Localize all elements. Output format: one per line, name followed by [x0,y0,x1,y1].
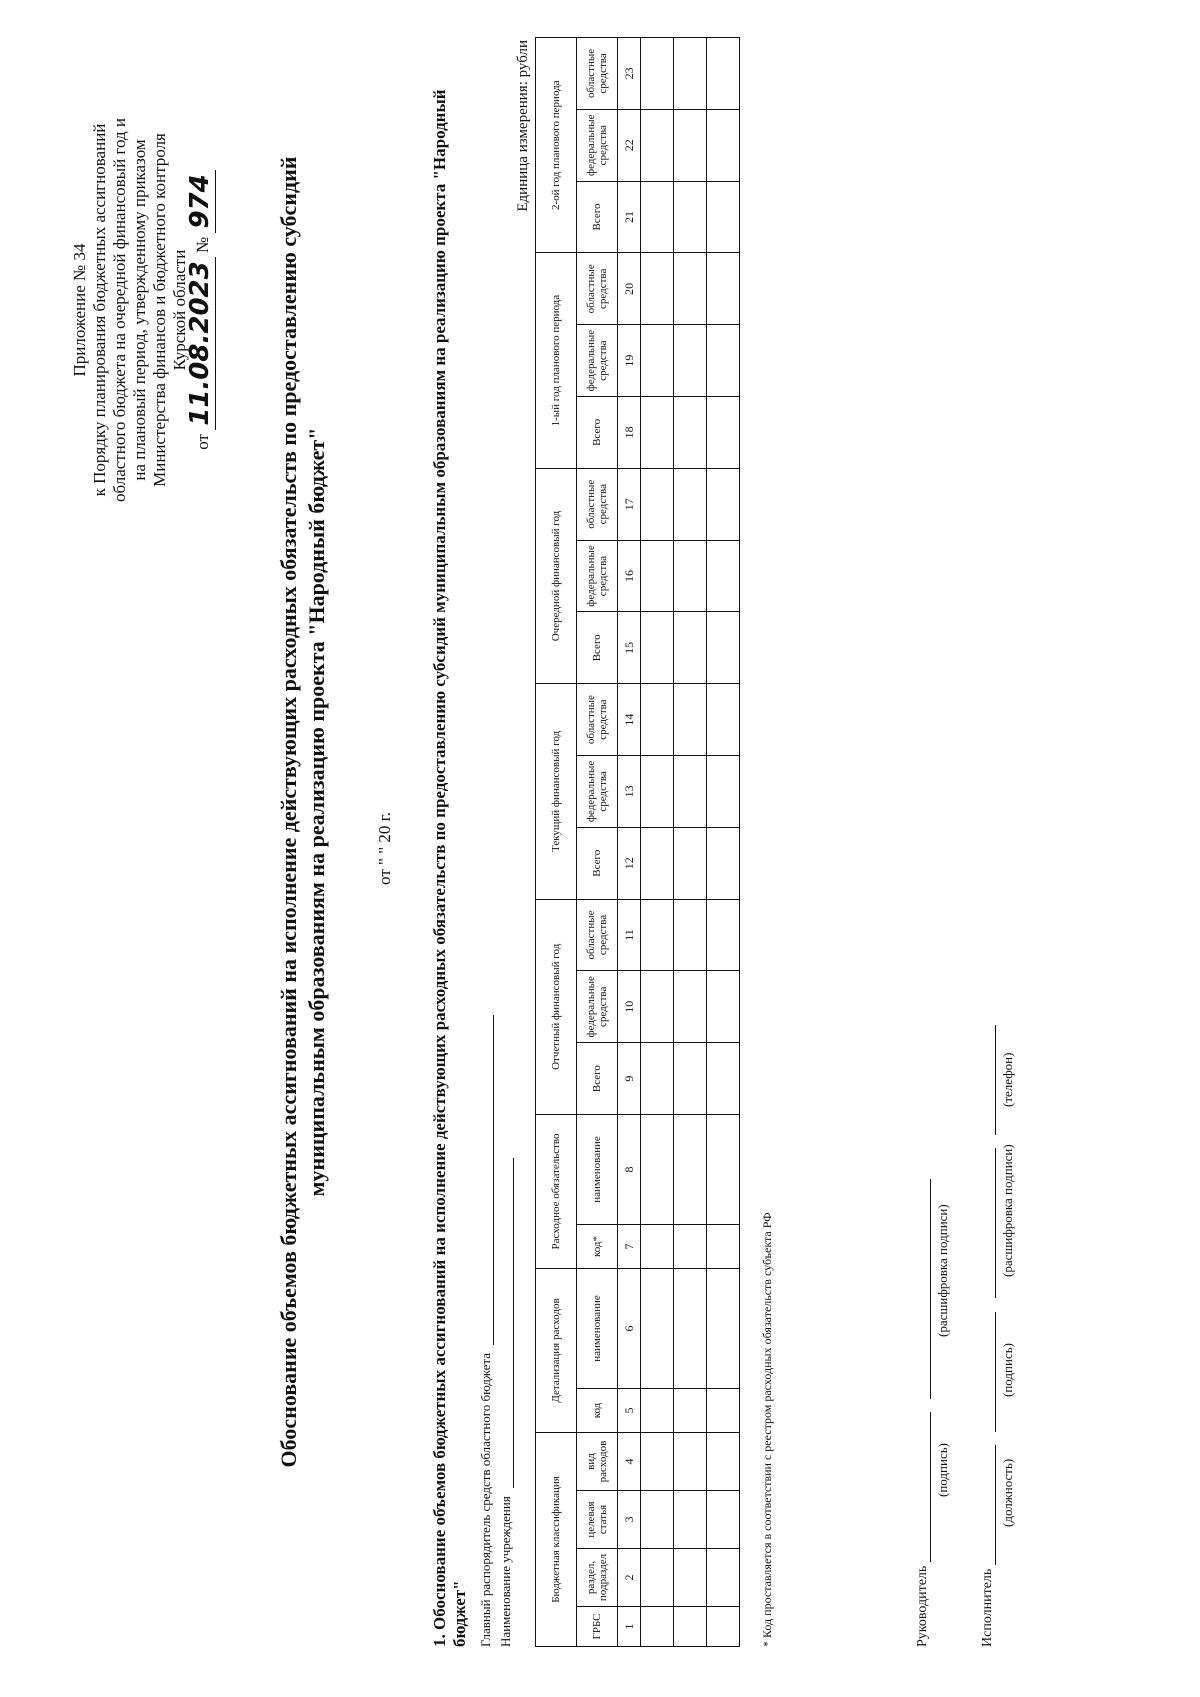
table-row [707,38,740,1647]
section-title: 1. Обоснование объемов бюджетных ассигнований на исполнение действующих расходных обязательств по предоставлению субсидий муниципальным образованиям на реализацию проекта "Народный бюджет" [430,89,469,1647]
table-cell [674,540,707,612]
fill-line [501,1158,514,1488]
table-cell [641,397,674,469]
table-cell [674,253,707,325]
table-row [641,38,674,1647]
appendix-line: Приложение № 34 [70,243,89,377]
table-cell [707,1043,740,1115]
column-number-cell: 15 [618,612,641,684]
table-cell [707,397,740,469]
col-total: Всего [577,827,618,899]
table-cell [674,109,707,181]
table-cell [641,971,674,1043]
table-cell [641,1114,674,1224]
table-cell [641,540,674,612]
main-manager-line [478,1015,494,1647]
column-number-cell: 12 [618,827,641,899]
table-cell [641,253,674,325]
table-cell [707,1114,740,1224]
table-cell [707,325,740,397]
column-number-cell: 22 [618,109,641,181]
table-cell [641,684,674,756]
column-number-cell: 3 [618,1491,641,1549]
col-total: Всего [577,181,618,253]
table-cell [674,1388,707,1432]
table-cell [674,1432,707,1490]
col-federal: федеральные средства [577,540,618,612]
group-obligation: Расходное обязательство [536,1114,577,1268]
column-number-cell: 1 [618,1607,641,1647]
number-prefix: № [193,236,212,254]
col-section: раздел, подраздел [577,1549,618,1607]
table-cell [641,1043,674,1115]
col-regional: областные средства [577,684,618,756]
table-cell [674,899,707,971]
group-current-year: Текущий финансовый год [536,684,577,899]
table-cell [707,1491,740,1549]
column-number-cell: 2 [618,1549,641,1607]
table-cell [641,756,674,828]
appendix-line: Курской области [170,249,189,371]
group-budget-class: Бюджетная классификация [536,1432,577,1646]
table-cell [674,612,707,684]
head-sign-caption: (подпись) [935,1443,950,1497]
column-number-cell: 6 [618,1268,641,1388]
table-cell [707,1432,740,1490]
col-grbs: ГРБС [577,1607,618,1647]
col-federal: федеральные средства [577,971,618,1043]
signature-line [981,1312,996,1432]
col-federal: федеральные средства [577,325,618,397]
phone-caption: (телефон) [1000,1052,1015,1107]
signature-line [981,1445,996,1565]
table-cell [707,1268,740,1388]
appendix-order-line [185,100,215,520]
column-number-cell: 21 [618,181,641,253]
column-number-cell: 18 [618,397,641,469]
table-cell [674,1607,707,1647]
table-cell [674,684,707,756]
head-label: Руководитель [915,1565,930,1647]
col-code-star: код* [577,1224,618,1268]
table-cell [641,612,674,684]
main-manager-label: Главный распорядитель средств областного бюджета [478,1352,493,1647]
table-cell [674,1549,707,1607]
appendix-line: на плановый период, утвержденному приказом [130,139,149,481]
column-number-row [618,38,641,1647]
col-kind: вид расходов [577,1432,618,1490]
signature-line [916,1179,931,1399]
handwritten-number: 974 [185,170,216,232]
institution-line [498,1158,514,1647]
column-number-cell: 16 [618,540,641,612]
table-cell [641,325,674,397]
table-cell [641,1388,674,1432]
col-name: наименование [577,1268,618,1388]
appendix-line: областного бюджета на очередной финансовый год и [110,118,129,502]
table-cell [641,1491,674,1549]
table-cell [707,612,740,684]
table-cell [707,1224,740,1268]
table-cell [674,325,707,397]
group-report-year: Отчетный финансовый год [536,899,577,1114]
column-number-cell: 17 [618,468,641,540]
column-number-cell: 5 [618,1388,641,1432]
col-total: Всего [577,397,618,469]
table-row [674,38,707,1647]
table-cell [707,468,740,540]
handwritten-date: 11.08.2023 [185,257,216,429]
table-cell [674,971,707,1043]
executor-decode-caption: (расшифровка подписи) [1000,1144,1015,1277]
appendix-line: Министерства финансов и бюджетного контроля [150,133,169,487]
table-cell [674,1114,707,1224]
table-cell [707,38,740,110]
executor-sign-caption: (подпись) [1000,1343,1015,1397]
col-regional: областные средства [577,468,618,540]
table-cell [641,1432,674,1490]
appendix-line: к Порядку планирования бюджетных ассигнований [90,123,109,497]
table-cell [707,181,740,253]
executor-signature-line [980,1025,996,1647]
table-cell [641,1268,674,1388]
col-regional: областные средства [577,253,618,325]
table-cell [641,1549,674,1607]
signature-line [981,1148,996,1298]
table-cell [707,1549,740,1607]
document-title: Обоснование объемов бюджетных ассигнований на исполнение действующих расходных обязательств по предоставлению субсидий муниципальным образованиям на реализацию проекта "Народный бюджет" [276,156,329,1468]
column-number-cell: 23 [618,38,641,110]
table-cell [707,827,740,899]
table-cell [674,1491,707,1549]
col-total: Всего [577,1043,618,1115]
table-cell [707,971,740,1043]
table-cell [674,397,707,469]
position-caption: (должность) [1000,1458,1015,1527]
head-decode-caption: (расшифровка подписи) [935,1204,950,1337]
table-cell [674,827,707,899]
table-cell [707,540,740,612]
group-plan-year-2: 2-ой год планового периода [536,38,577,253]
column-number-cell: 11 [618,899,641,971]
table-cell [707,684,740,756]
group-next-year: Очередной финансовый год [536,468,577,683]
signature-line [981,1025,996,1135]
col-total: Всего [577,612,618,684]
table-cell [674,38,707,110]
table-cell [674,468,707,540]
column-number-cell: 4 [618,1432,641,1490]
table-cell [641,468,674,540]
column-number-cell: 20 [618,253,641,325]
date-prefix: от [193,434,212,450]
table-cell [707,253,740,325]
group-plan-year-1: 1-ый год планового периода [536,253,577,468]
column-number-cell: 10 [618,971,641,1043]
table-cell [674,756,707,828]
table-cell [674,1043,707,1115]
table-cell [674,181,707,253]
head-signature-line [915,1179,931,1647]
date-line: от " " 20 г. [375,812,394,885]
col-target: целевая статья [577,1491,618,1549]
table-cell [641,109,674,181]
table-cell [707,1388,740,1432]
column-number-cell: 9 [618,1043,641,1115]
column-number-cell: 14 [618,684,641,756]
column-number-cell: 13 [618,756,641,828]
table-cell [674,1224,707,1268]
col-regional: областные средства [577,899,618,971]
column-number-cell: 8 [618,1114,641,1224]
table-cell [641,181,674,253]
table-cell [641,38,674,110]
col-federal: федеральные средства [577,109,618,181]
footnote: * Код проставляется в соответствии с реестром расходных обязательств субъекта РФ [760,1212,774,1647]
col-code: код [577,1388,618,1432]
institution-label: Наименование учреждения [498,1496,513,1647]
table-cell [707,1607,740,1647]
signature-line [916,1412,931,1562]
appendix-header [70,100,213,520]
table-header-row [536,38,577,1647]
table-subheader-row [577,38,618,1647]
table-cell [641,899,674,971]
table-cell [641,1607,674,1647]
column-number-cell: 7 [618,1224,641,1268]
table-cell [707,899,740,971]
table-cell [707,109,740,181]
fill-line [481,1015,494,1345]
column-number-cell: 19 [618,325,641,397]
col-name: наименование [577,1114,618,1224]
table-cell [707,756,740,828]
executor-label: Исполнитель [980,1568,995,1647]
table-cell [641,827,674,899]
col-federal: федеральные средства [577,756,618,828]
unit-label: Единица измерения: рубли [515,40,531,212]
budget-table [535,37,740,1647]
table-cell [641,1224,674,1268]
table-cell [674,1268,707,1388]
col-regional: областные средства [577,38,618,110]
group-detail: Детализация расходов [536,1268,577,1432]
